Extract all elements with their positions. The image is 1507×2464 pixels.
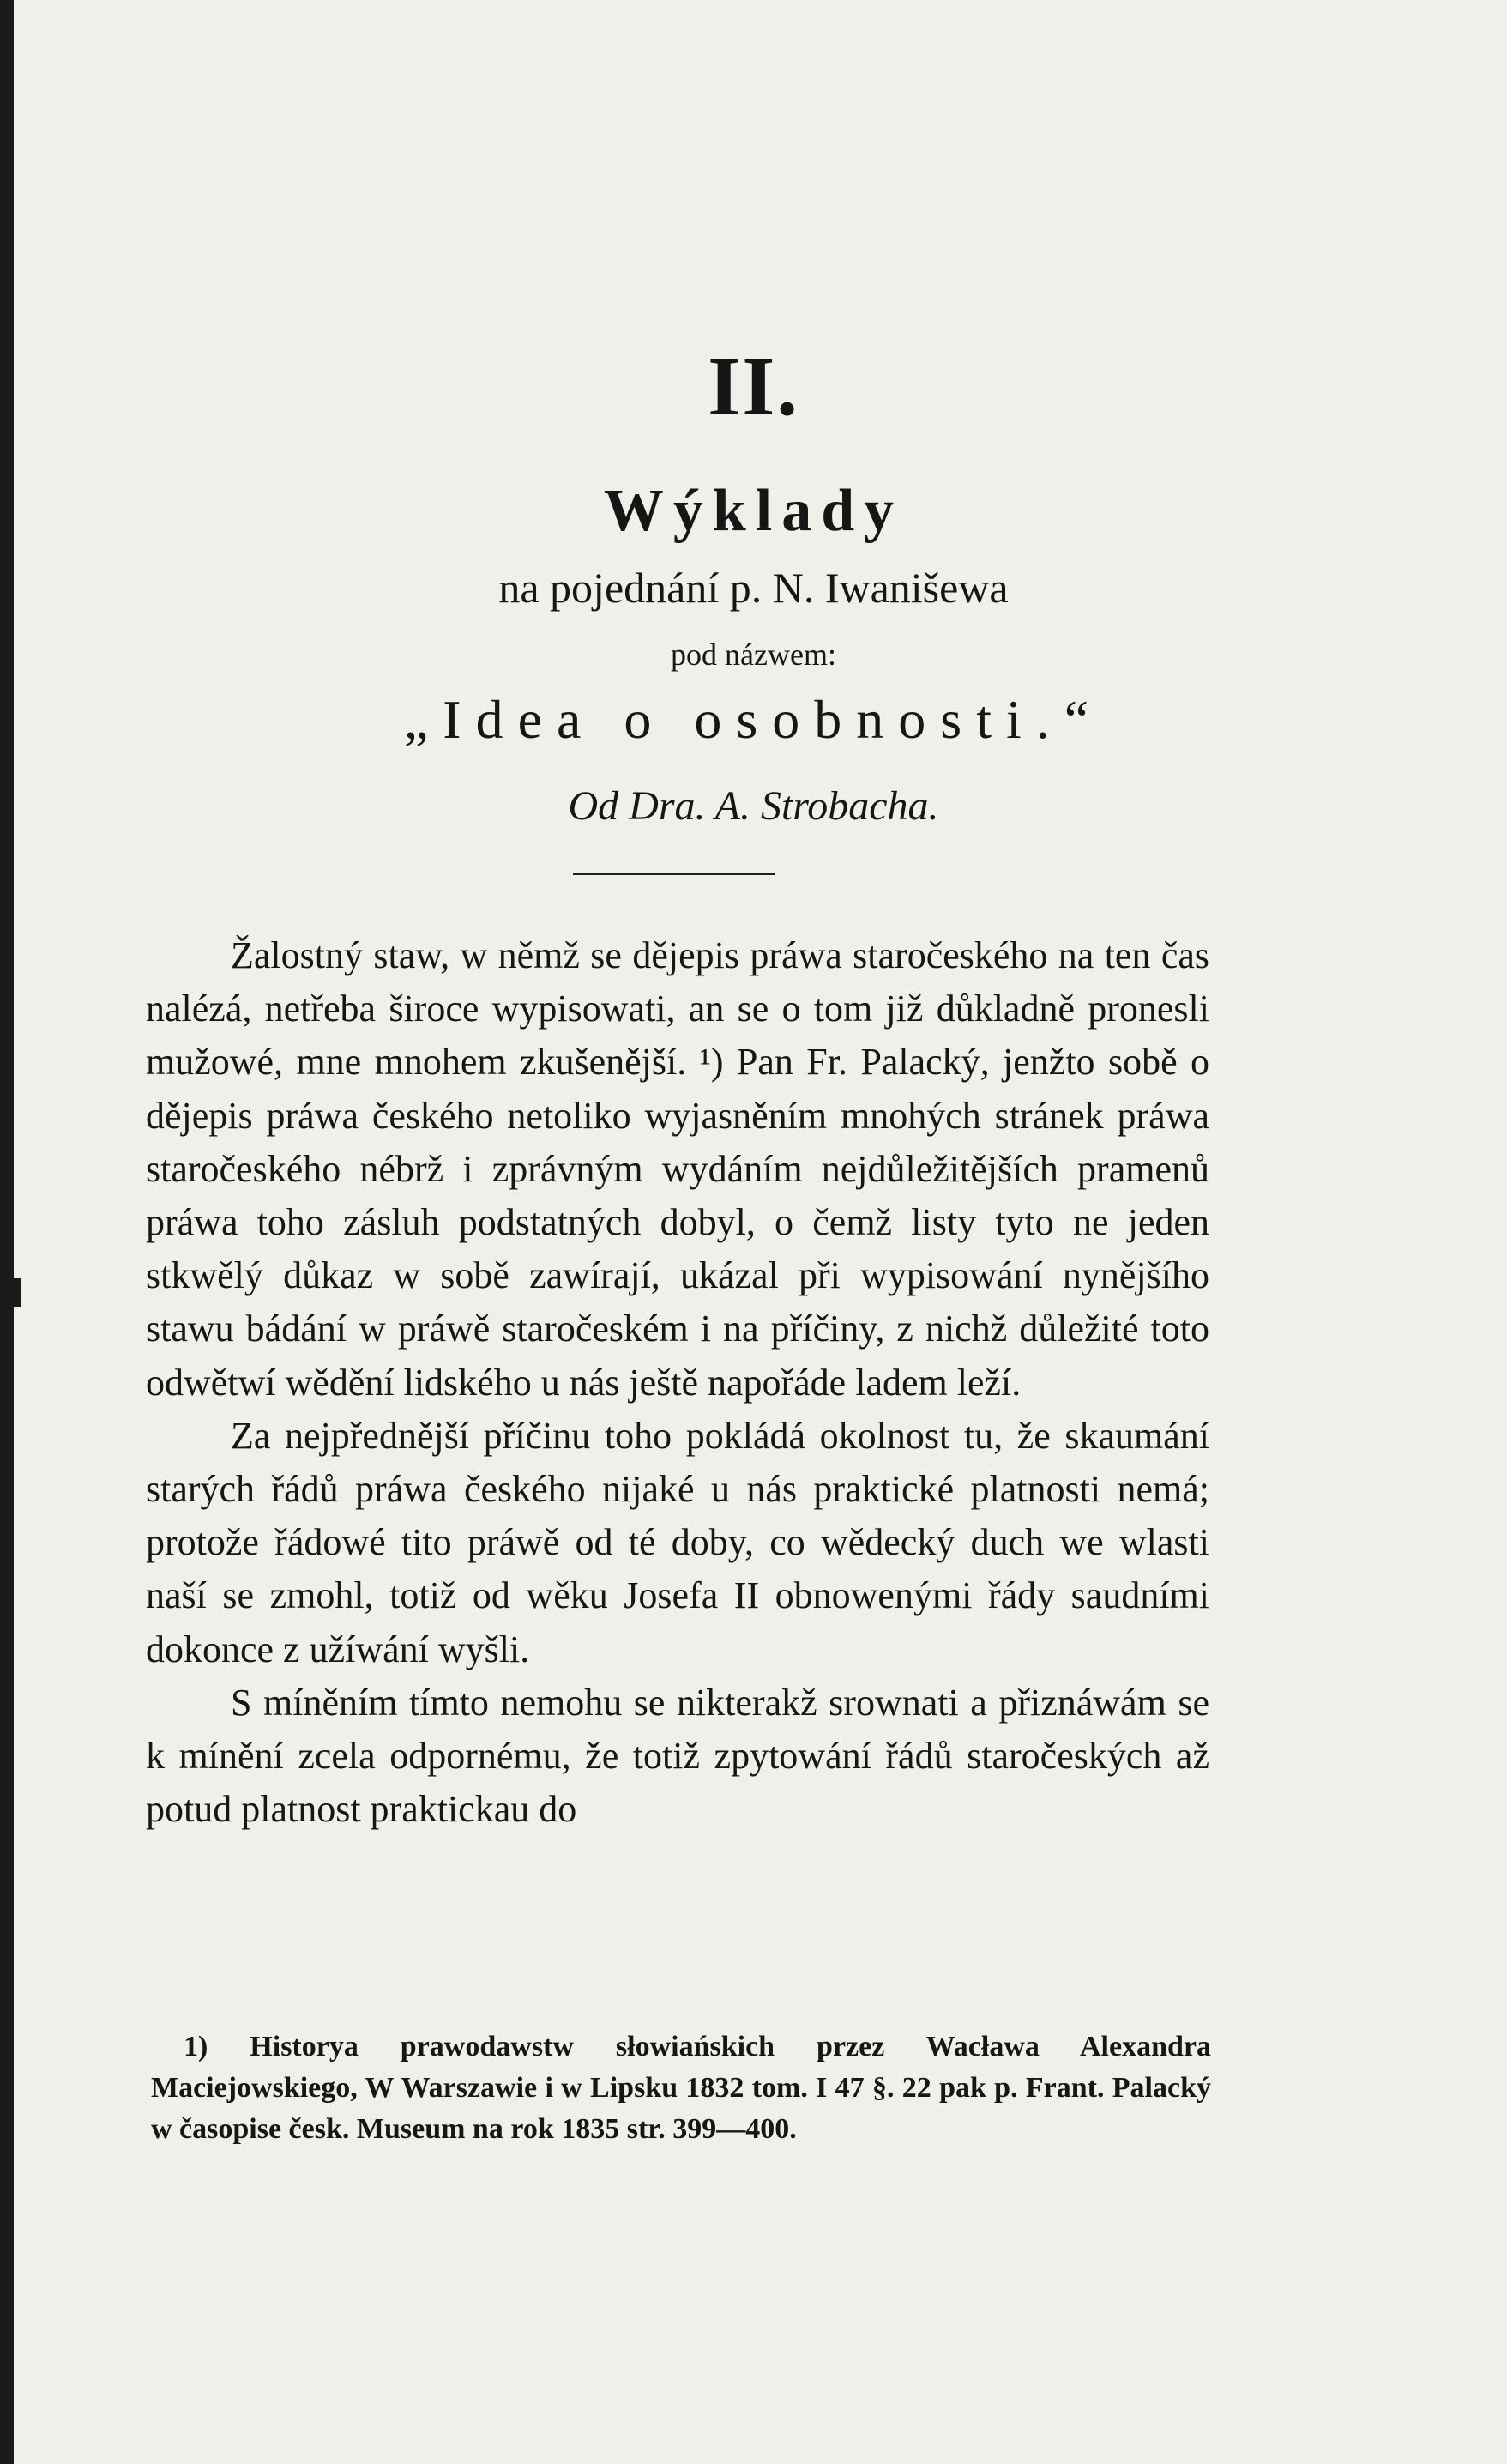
body-text: [146, 929, 1209, 1836]
chapter-subtitle: na pojednání p. N. Iwanišewa: [498, 564, 1009, 612]
footnote: [151, 2026, 1211, 2150]
paragraph: S míněním tímto nemohu se nikterakž srownati a přiznáwám se k mínění zcela odpornému, že totiž zpytowání řádů staročeských až potud platnost praktickau do: [146, 1681, 1209, 1831]
work-title: „Idea o osobnosti.“: [403, 689, 1104, 750]
chapter-title: Wýklady: [603, 478, 904, 544]
footnote-text: 1) Historya prawodawstw słowiańskich przez Wacława Alexandra Maciejowskiego, W Warszawie i w Lipsku 1832 tom. I 47 §. 22 pak p. Frant. Palacký w časopise česk. Museum na rok 1835 str. 399—400.: [151, 2031, 1211, 2145]
title-divider: [573, 873, 775, 875]
section-number: II.: [708, 341, 799, 433]
paragraph: Žalostný staw, w němž se dějepis práwa staročeského na ten čas nalézá, netřeba široce wypisowati, an se o tom již důkladně pronesli mužowé, mne mnohem zkušenější. ¹) Pan Fr. Palacký, jenžto sobě o dějepis práwa českého netoliko wyjasněním mnohých stránek práwa staročeského nébrž i zprávným wydáním nejdůležitějších pramenů práwa toho zásluh podstatných dobyl, o čemž listy tyto ne jeden stkwělý důkaz w sobě zawírají, ukázal při wypisowání nynějšího stawu bádání w práwě staročeském i na příčiny, z nichž důležité toto odwětwí wědění lidského u nás ještě napořáde ladem leží.: [146, 934, 1209, 1404]
author-line: Od Dra. A. Strobacha.: [568, 783, 939, 829]
under-name-label: pod názwem:: [671, 637, 836, 672]
paragraph: Za nejpřednější příčinu toho pokládá okolnost tu, že skaumání starých řádů práwa českého nijaké u nás praktické platnosti nemá; protože řádowé tito práwě od té doby, co wědecký duch we wlasti naší se zmohl, totiž od wěku Josefa II obnowenými řády saudními dokonce z užíwání wyšli.: [146, 1414, 1209, 1670]
